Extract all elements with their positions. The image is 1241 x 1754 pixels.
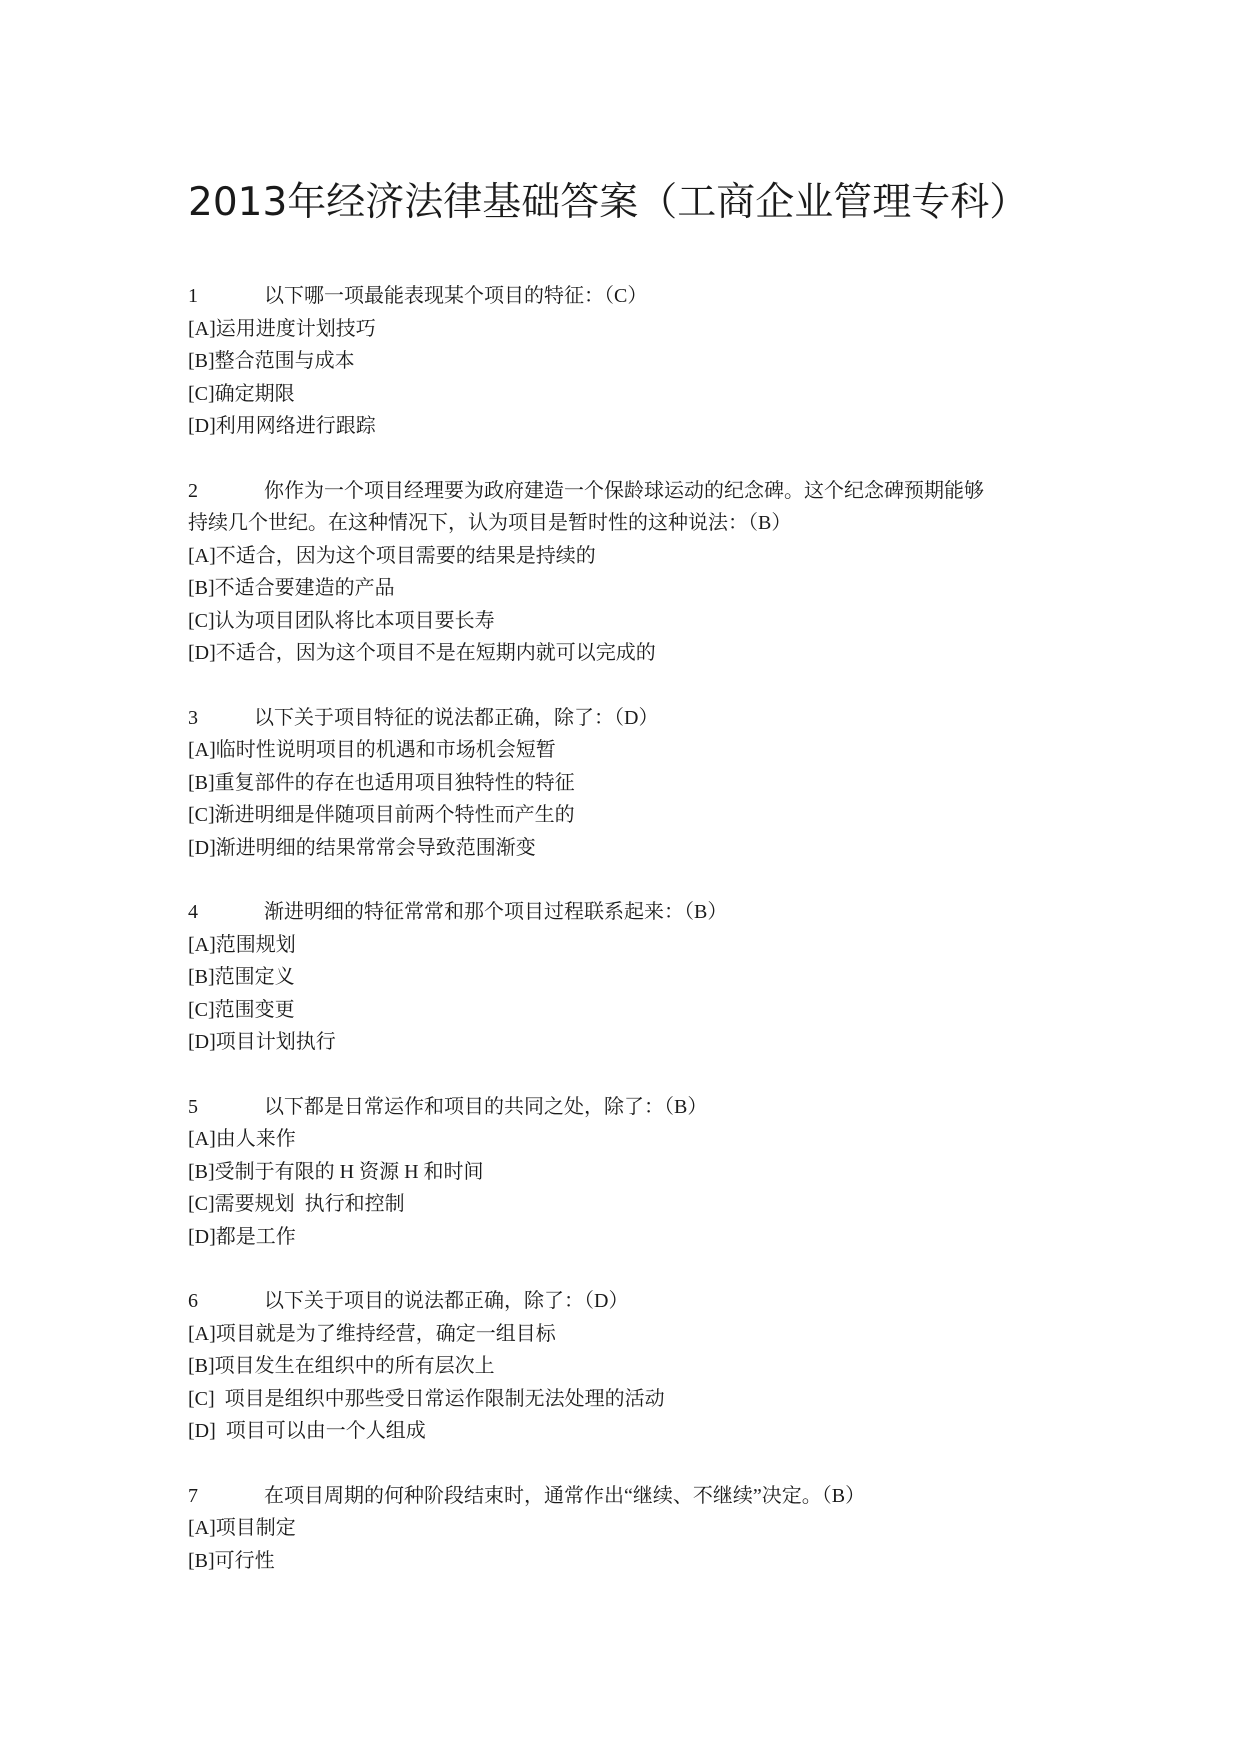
option-b: [B]重复部件的存在也适用项目独特性的特征: [188, 771, 575, 794]
option-a: [A]不适合，因为这个项目需要的结果是持续的: [188, 544, 596, 567]
question-stem: [188, 702, 1068, 735]
option-c: [C] 项目是组织中那些受日常运作限制无法处理的活动: [188, 1387, 665, 1410]
option-a: [A]项目就是为了维持经营，确定一组目标: [188, 1322, 556, 1345]
option-b: [B]范围定义: [188, 966, 295, 988]
question-text: 以下关于项目的说法都正确，除了：（D）: [264, 1290, 629, 1312]
option-b: [B]整合范围与成本: [188, 350, 355, 372]
option-b: [B]受制于有限的 H 资源 H 和时间: [188, 1160, 484, 1183]
question-stem: [188, 475, 1068, 508]
option-d: [D]不适合，因为这个项目不是在短期内就可以完成的: [188, 642, 656, 664]
option-a: [A]临时性说明项目的机遇和市场机会短暂: [188, 739, 556, 761]
question-text: 以下哪一项最能表现某个项目的特征：（C）: [264, 285, 648, 307]
option-a: [A]运用进度计划技巧: [188, 317, 376, 340]
question-number: 4: [188, 901, 198, 923]
option-a: [A]由人来作: [188, 1128, 296, 1150]
question-text: 在项目周期的何种阶段结束时，通常作出“继续、不继续”决定。（B）: [264, 1484, 866, 1507]
document-title: 2013年经济法律基础答案（工商企业管理专科）: [188, 180, 1029, 225]
question-2: [188, 475, 1068, 670]
question-stem: [188, 1285, 1068, 1318]
option-b: [B]不适合要建造的产品: [188, 577, 395, 599]
option-c: [C]范围变更: [188, 998, 295, 1021]
option-c: [C]确定期限: [188, 382, 295, 405]
question-1: [188, 280, 1068, 443]
option-d: [D]项目计划执行: [188, 1031, 336, 1053]
question-text-continuation: 持续几个世纪。在这种情况下，认为项目是暂时性的这种说法：（B）: [188, 512, 792, 534]
question-4: [188, 896, 1068, 1059]
question-number: 1: [188, 285, 198, 307]
question-6: [188, 1285, 1068, 1448]
question-stem: [188, 896, 1068, 929]
option-b: [B]项目发生在组织中的所有层次上: [188, 1355, 495, 1377]
option-b: [B]可行性: [188, 1549, 275, 1572]
option-c: [C]渐进明细是伴随项目前两个特性而产生的: [188, 804, 575, 826]
option-d: [D]都是工作: [188, 1225, 296, 1248]
option-a: [A]项目制定: [188, 1517, 296, 1539]
option-d: [D]利用网络进行跟踪: [188, 415, 376, 437]
option-d: [D] 项目可以由一个人组成: [188, 1420, 426, 1442]
option-c: [C]认为项目团队将比本项目要长寿: [188, 609, 495, 632]
question-5: [188, 1091, 1068, 1254]
option-c: [C]需要规划 执行和控制: [188, 1193, 405, 1215]
question-text: 你作为一个项目经理要为政府建造一个保龄球运动的纪念碑。这个纪念碑预期能够: [264, 479, 984, 502]
question-number: 2: [188, 479, 198, 502]
option-a: [A]范围规划: [188, 933, 296, 956]
question-3: [188, 702, 1068, 865]
question-number: 3: [188, 706, 198, 729]
question-list: [188, 280, 1068, 1609]
question-number: 7: [188, 1484, 198, 1507]
question-text: 以下关于项目特征的说法都正确，除了：（D）: [254, 706, 659, 729]
question-text: 渐进明细的特征常常和那个项目过程联系起来：（B）: [264, 901, 728, 923]
question-number: 6: [188, 1290, 198, 1312]
question-stem: [188, 280, 1068, 313]
option-d: [D]渐进明细的结果常常会导致范围渐变: [188, 836, 536, 859]
question-number: 5: [188, 1095, 198, 1118]
question-text: 以下都是日常运作和项目的共同之处，除了：（B）: [264, 1095, 708, 1118]
question-stem: [188, 1480, 1068, 1513]
question-stem: [188, 1091, 1068, 1124]
question-7: [188, 1480, 1068, 1578]
